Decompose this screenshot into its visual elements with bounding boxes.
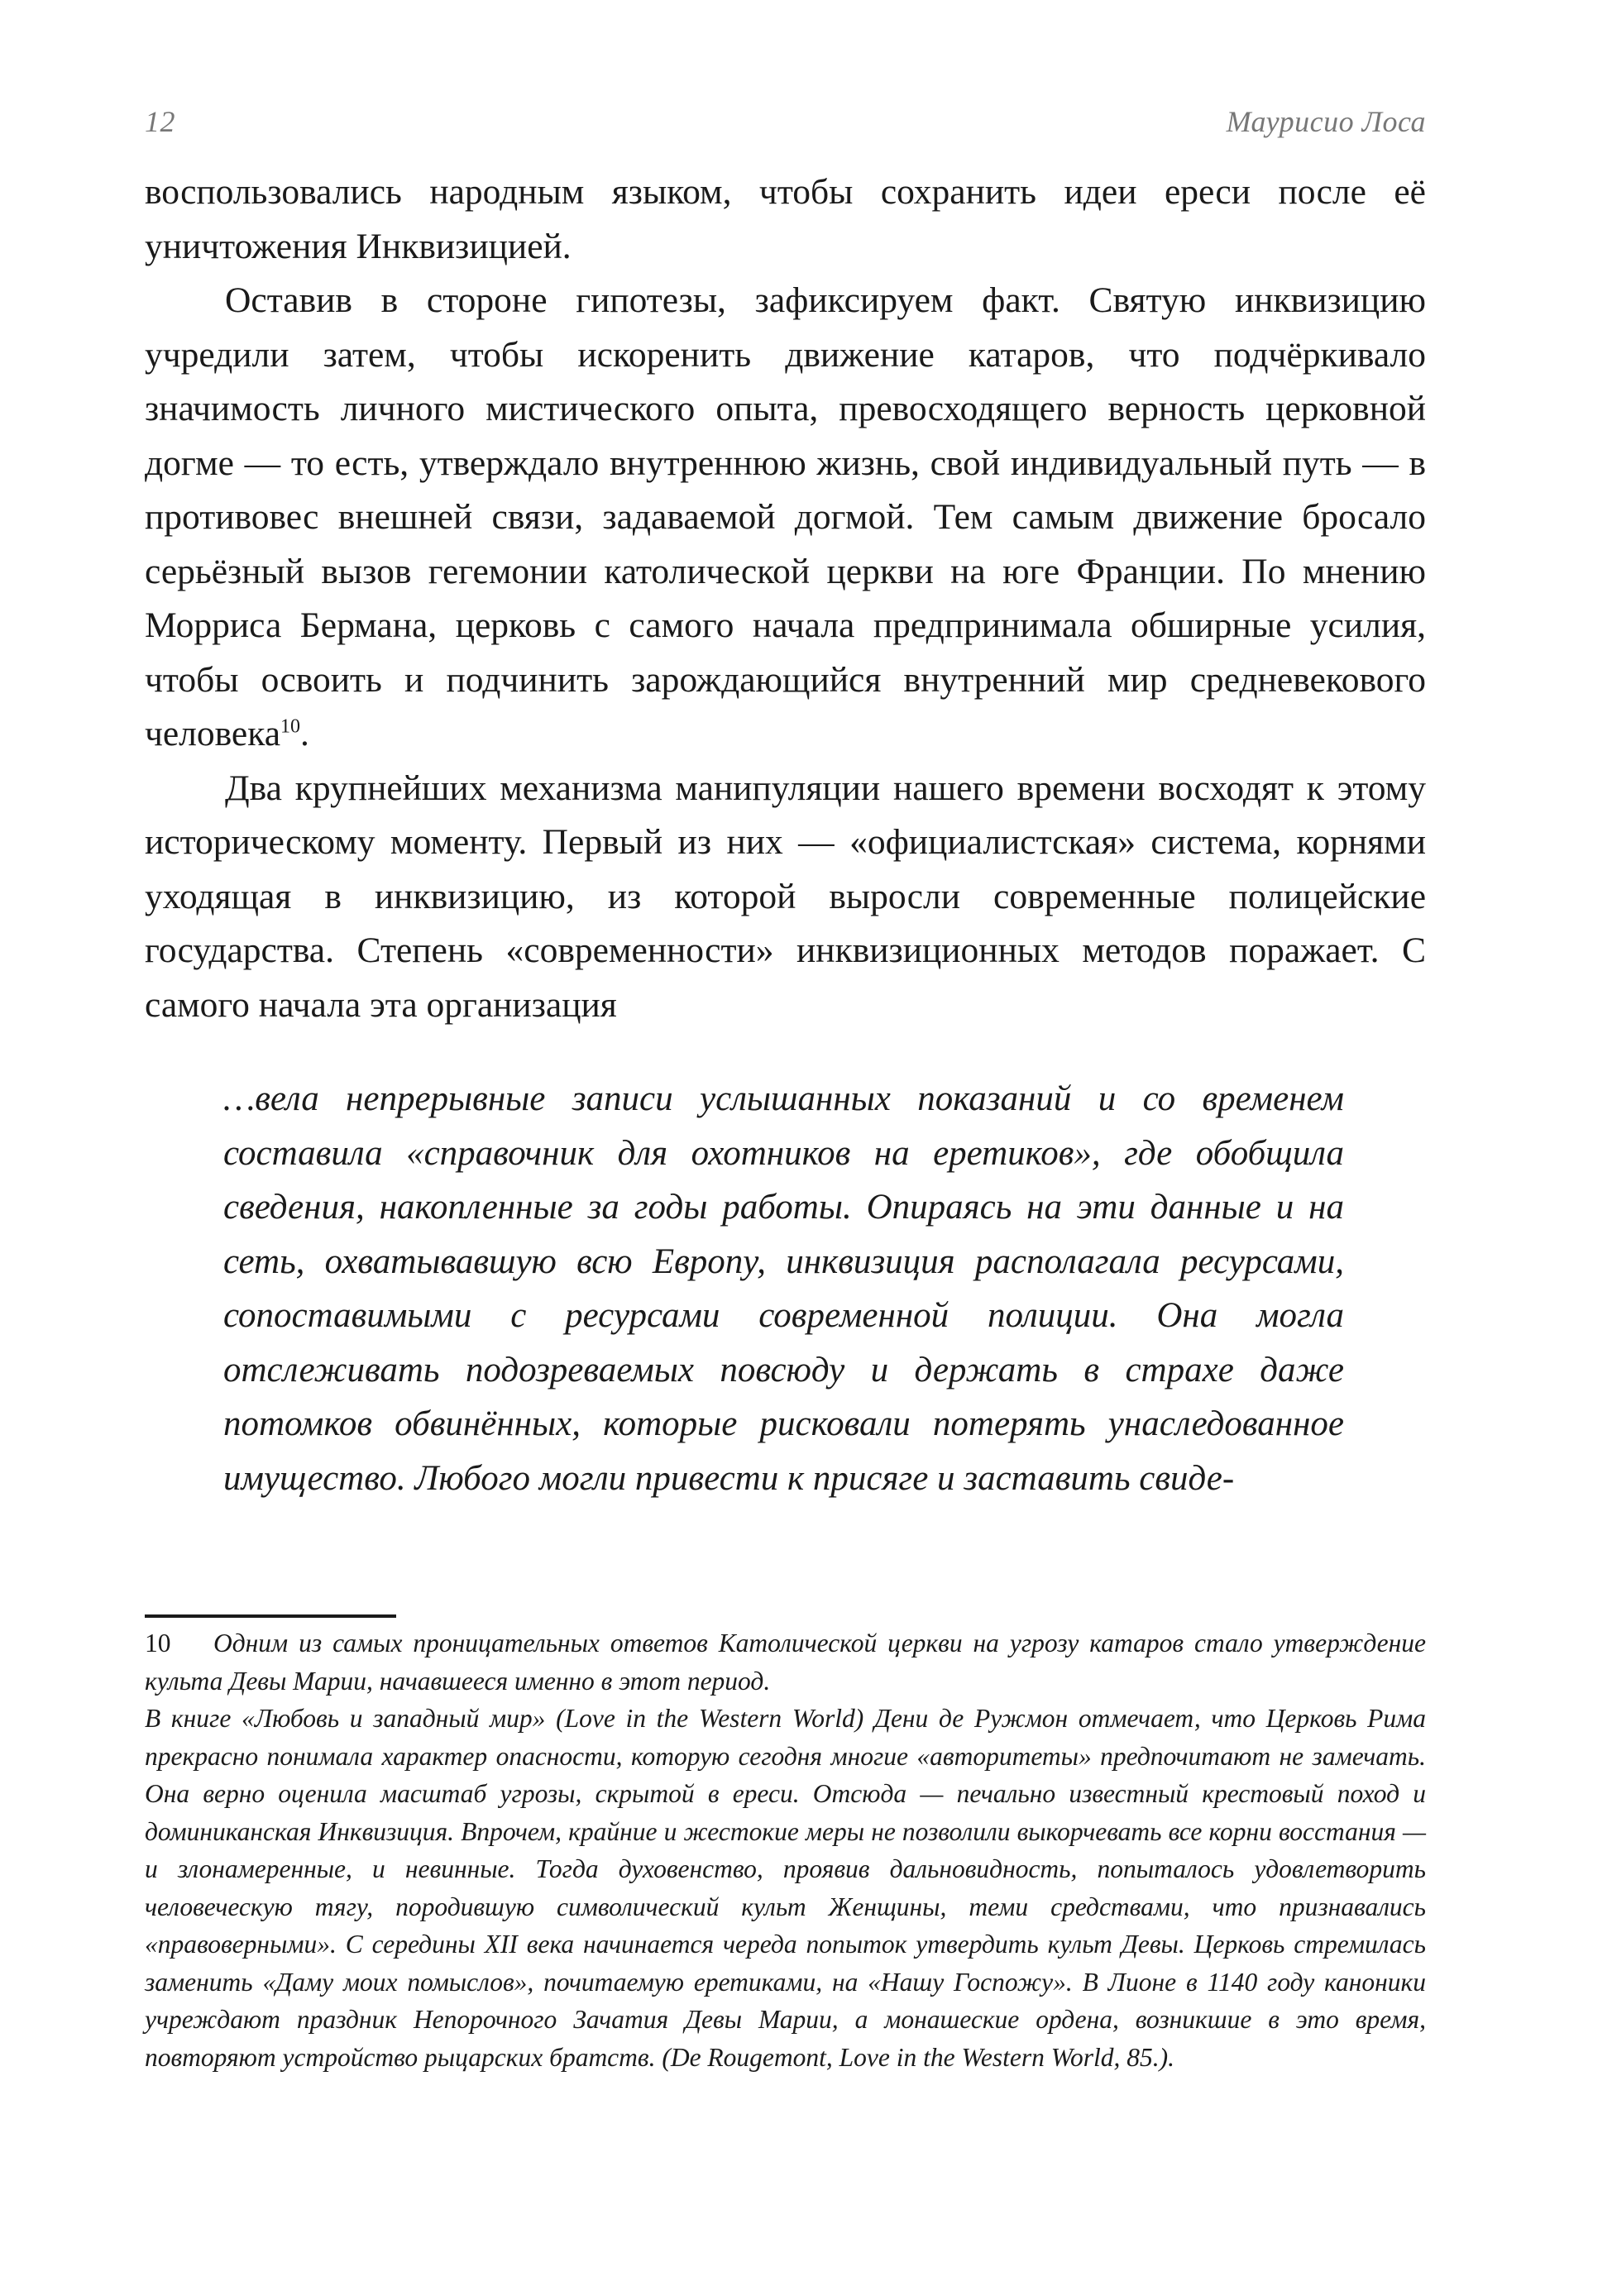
footnote-text: Одним из самых проницательных ответов Католической церкви на угрозу катаров стало утверждение культа Девы Марии, начавшееся именно в этот период. [145, 1629, 1426, 1696]
block-quote-text: …вела непрерывные записи услышанных показаний и со временем составила «справочник для охотников на еретиков», где обобщила сведения, накопленные за годы работы. Опираясь на эти данные и на сеть, охватывавшую всю Европу, инквизиция располагала ресурсами, сопоставимыми с ресурсами современной полиции. Она могла отслеживать подозреваемых повсюду и держать в страхе даже потомков обвинённых, которые рисковали потерять унаследованное имущество. Любого могли привести к присяге и заставить свиде- [223, 1079, 1344, 1498]
running-head [145, 104, 1426, 147]
paragraph-3: Два крупнейших механизма манипуляции нашего времени восходят к этому историческому моменту. Первый из них — «официалистская» система, корнями уходящая в инквизицию, из которой выросли современные полицейские государства. Степень «современности» инквизиционных методов поражает. С самого начала эта организация [145, 768, 1426, 1025]
footnote-number: 10 [145, 1629, 171, 1657]
main-text [145, 165, 1426, 1032]
footnotes [145, 1624, 1426, 2076]
block-quote [223, 1072, 1344, 1505]
paragraph-1: воспользовались народным языком, чтобы сохранить идеи ереси после её уничтожения Инквизицией. [145, 172, 1426, 266]
paragraph-2-end: . [300, 714, 309, 753]
footnote [145, 1624, 1426, 1700]
running-head-author: Маурисио Лоса [1226, 105, 1426, 138]
footnote-reference[interactable]: 10 [280, 715, 301, 738]
page-number: 12 [145, 105, 175, 138]
footnote-separator [145, 1614, 396, 1618]
paragraph-2 [145, 274, 1426, 762]
paragraph-2-text: Оставив в стороне гипотезы, зафиксируем факт. Святую инквизицию учредили затем, чтобы искоренить движение катаров, что подчёркивало значимость личного мистического опыта, превосходящего верность церковной догме — то есть, утверждало внутреннюю жизнь, свой индивидуальный путь — в противовес внешней связи, задаваемой догмой. Тем самым движение бросало серьёзный вызов гегемонии католической церкви на юге Франции. По мнению Морриса Бермана, церковь с самого начала предпринимала обширные усилия, чтобы освоить и подчинить зарождающийся внутренний мир средневекового человека [145, 280, 1426, 753]
footnote-continuation: В книге «Любовь и западный мир» (Love in the Western World) Дени де Ружмон отмечает, что Церковь Рима прекрасно понимала характер опасности, которую сегодня многие «авторитеты» предпочитают не замечать. Она верно оценила масштаб угрозы, скрытой в ереси. Отсюда — печально известный крестовый поход и доминиканская Инквизиция. Впрочем, крайние и жестокие меры не позволили выкорчевать все корни восстания — и злонамеренные, и невинные. Тогда духовенство, проявив дальновидность, попыталось удовлетворить человеческую тягу, породившую символический культ Женщины, теми средствами, что признавались «правоверными». С середины XII века начинается череда попыток утвердить культ Девы. Церковь стремилась заменить «Даму моих помыслов», почитаемую еретиками, на «Нашу Госпожу». В Лионе в 1140 году каноники учреждают праздник Непорочного Зачатия Девы Марии, а монашеские ордена, возникшие в это время, повторяют устройство рыцарских братств. (De Rougemont, Love in the Western World, 85.). [145, 1704, 1426, 2072]
